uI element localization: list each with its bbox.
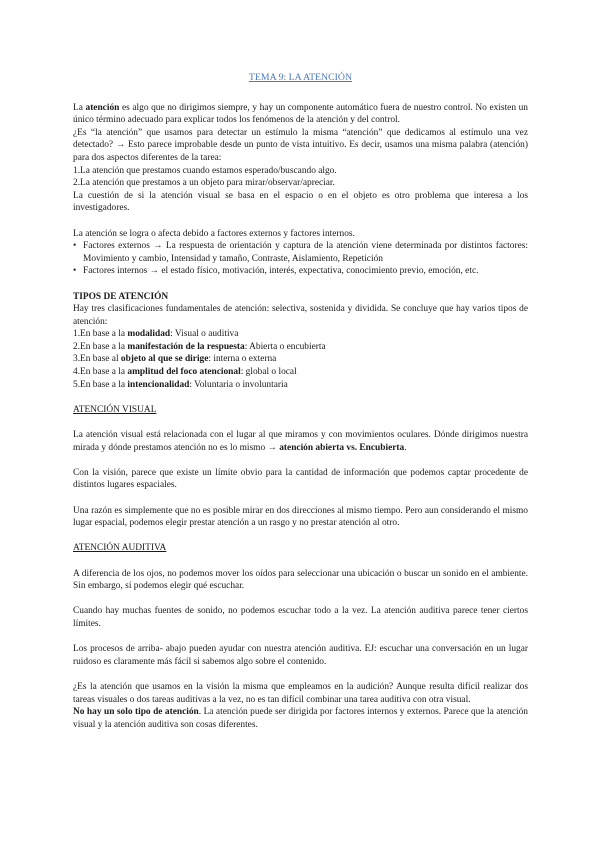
auditory-paragraph-1: A diferencia de los ojos, no podemos mover los oídos para seleccionar una ubicación o buscar un sonido en el ambiente. Sin embargo, sí podemos elegir qué escuchar. bbox=[73, 568, 528, 592]
text-run: 5.En base a la bbox=[73, 379, 128, 390]
text-run: : global o local bbox=[240, 367, 297, 378]
spacer bbox=[73, 215, 528, 228]
bullet-icon: • bbox=[73, 266, 77, 277]
spacer bbox=[73, 530, 528, 543]
section-heading-auditiva: ATENCIÓN AUDITIVA bbox=[73, 543, 167, 554]
bold-term: atención abierta vs. Encubierta bbox=[279, 442, 405, 453]
intro-paragraph-1 bbox=[73, 102, 528, 127]
text-run: : interna o externa bbox=[208, 354, 277, 365]
bold-term-atencion: atención bbox=[85, 102, 120, 113]
spacer bbox=[73, 454, 528, 467]
factors-lead: La atención se logra o afecta debido a factores externos y factores internos. bbox=[73, 228, 355, 239]
spacer bbox=[73, 593, 528, 606]
list-item bbox=[73, 366, 528, 379]
text-run: 1.En base a la bbox=[73, 329, 128, 340]
spacer bbox=[73, 391, 528, 404]
text-run: . bbox=[404, 442, 407, 453]
text-run: 3.En base al bbox=[73, 354, 121, 365]
auditory-paragraph-4: ¿Es la atención que usamos en la visión la misma que empleamos en la audición? Aunque resulta difícil realizar dos tareas visuales o dos tareas auditivas a la vez, no es tan difícil combinar una tarea auditiva con otra visual. bbox=[73, 681, 528, 705]
list-item bbox=[73, 265, 528, 278]
text-run: es algo que no dirigimos siempre, y hay un componente automático fuera de nuestro control. No existen un único término adecuado para explicar todos los fenómenos de la atención y del control. bbox=[73, 102, 528, 126]
text-run: 2.En base a la bbox=[73, 341, 128, 352]
page-title: TEMA 9: LA ATENCIÓN bbox=[248, 72, 353, 83]
text-run: : Voluntaria o involuntaria bbox=[189, 379, 288, 390]
text-run: La atención visual está relacionada con el lugar al que miramos y con movimientos oculares. Dónde dirigimos nuestra mirada y dónde prestamos atención no es lo mismo → bbox=[73, 430, 528, 453]
factor-external: Factores externos → La respuesta de orientación y captura de la atención viene determinada por distintos factores: Movimiento y cambio, Intensidad y tamaño, Contraste, Aislamiento, Repetición bbox=[83, 241, 528, 264]
spacer bbox=[73, 631, 528, 644]
text-run: : Visual o auditiva bbox=[170, 329, 239, 340]
auditory-paragraph-3: Los procesos de arriba- abajo pueden ayudar con nuestra atención auditiva. EJ: escuchar una conversación en un lugar ruidoso es claramente más fácil si sabemos algo sobre el contenido. bbox=[73, 644, 528, 667]
factor-internal: Factores internos → el estado físico, motivación, interés, expectativa, conocimiento previo, emoción, etc. bbox=[83, 266, 479, 277]
bold-term: manifestación de la respuesta bbox=[127, 341, 245, 352]
text-run: 4.En base a la bbox=[73, 367, 128, 378]
intro-paragraph-2: ¿Es “la atención” que usamos para detectar un estímulo la misma “atención” que dedicamos al estímulo una vez detectado? → Esto parece improbable desde un punto de vista intuitivo. Es decir, usamos una misma palabra (atención) para dos aspectos diferentes de la tarea: bbox=[73, 127, 528, 163]
section-heading-visual: ATENCIÓN VISUAL bbox=[73, 404, 157, 415]
bold-term: amplitud del foco atencional bbox=[127, 367, 241, 378]
spacer bbox=[73, 416, 528, 429]
spacer bbox=[73, 668, 528, 681]
bold-term: modalidad bbox=[127, 329, 171, 340]
bullet-icon: • bbox=[73, 241, 77, 252]
text-run: La bbox=[73, 102, 86, 113]
list-item bbox=[73, 341, 528, 354]
list-item bbox=[73, 353, 528, 366]
section-heading-tipos: TIPOS DE ATENCIÓN bbox=[73, 291, 169, 302]
spacer bbox=[73, 555, 528, 568]
list-item bbox=[73, 379, 528, 392]
intro-paragraph-3: La cuestión de si la atención visual se basa en el espacio o en el objeto es otro problema que interesa a los investigadores. bbox=[73, 190, 528, 214]
text-run: . La atención puede ser dirigida por factores internos y externos. Parece que la atención visual y la atención auditiva son cosas diferentes. bbox=[73, 707, 528, 730]
visual-paragraph-1 bbox=[73, 429, 528, 454]
intro-item-1: 1.La atención que prestamos cuando estamos esperado/buscando algo. bbox=[73, 165, 337, 176]
text-run: : Abierta o encubierta bbox=[244, 341, 326, 352]
list-item bbox=[73, 240, 528, 265]
bold-term: objeto al que se dirige bbox=[120, 354, 209, 365]
bold-term: No hay un solo tipo de atención bbox=[73, 707, 199, 718]
spacer bbox=[73, 278, 528, 291]
intro-item-2: 2.La atención que prestamos a un objeto para mirar/observar/apreciar. bbox=[73, 178, 335, 189]
auditory-paragraph-5 bbox=[73, 706, 528, 731]
visual-paragraph-2: Con la visión, parece que existe un límite obvio para la cantidad de información que podemos captar procedente de distintos lugares espaciales. bbox=[73, 467, 528, 491]
auditory-paragraph-2: Cuando hay muchas fuentes de sonido, no podemos escuchar todo a la vez. La atención auditiva parece tener ciertos límites. bbox=[73, 606, 528, 629]
types-lead: Hay tres clasificaciones fundamentales de atención: selectiva, sostenida y dividida. Se concluye que hay varios tipos de atención: bbox=[73, 304, 528, 327]
visual-paragraph-3: Una razón es simplemente que no es posible mirar en dos direcciones al mismo tiempo. Pero aun considerando el mismo lugar espacial, podemos elegir prestar atención a un rasgo y no prestar atención al otro. bbox=[73, 505, 528, 529]
document-body bbox=[73, 72, 528, 731]
list-item bbox=[73, 328, 528, 341]
spacer bbox=[73, 492, 528, 505]
bold-term: intencionalidad bbox=[127, 379, 190, 390]
